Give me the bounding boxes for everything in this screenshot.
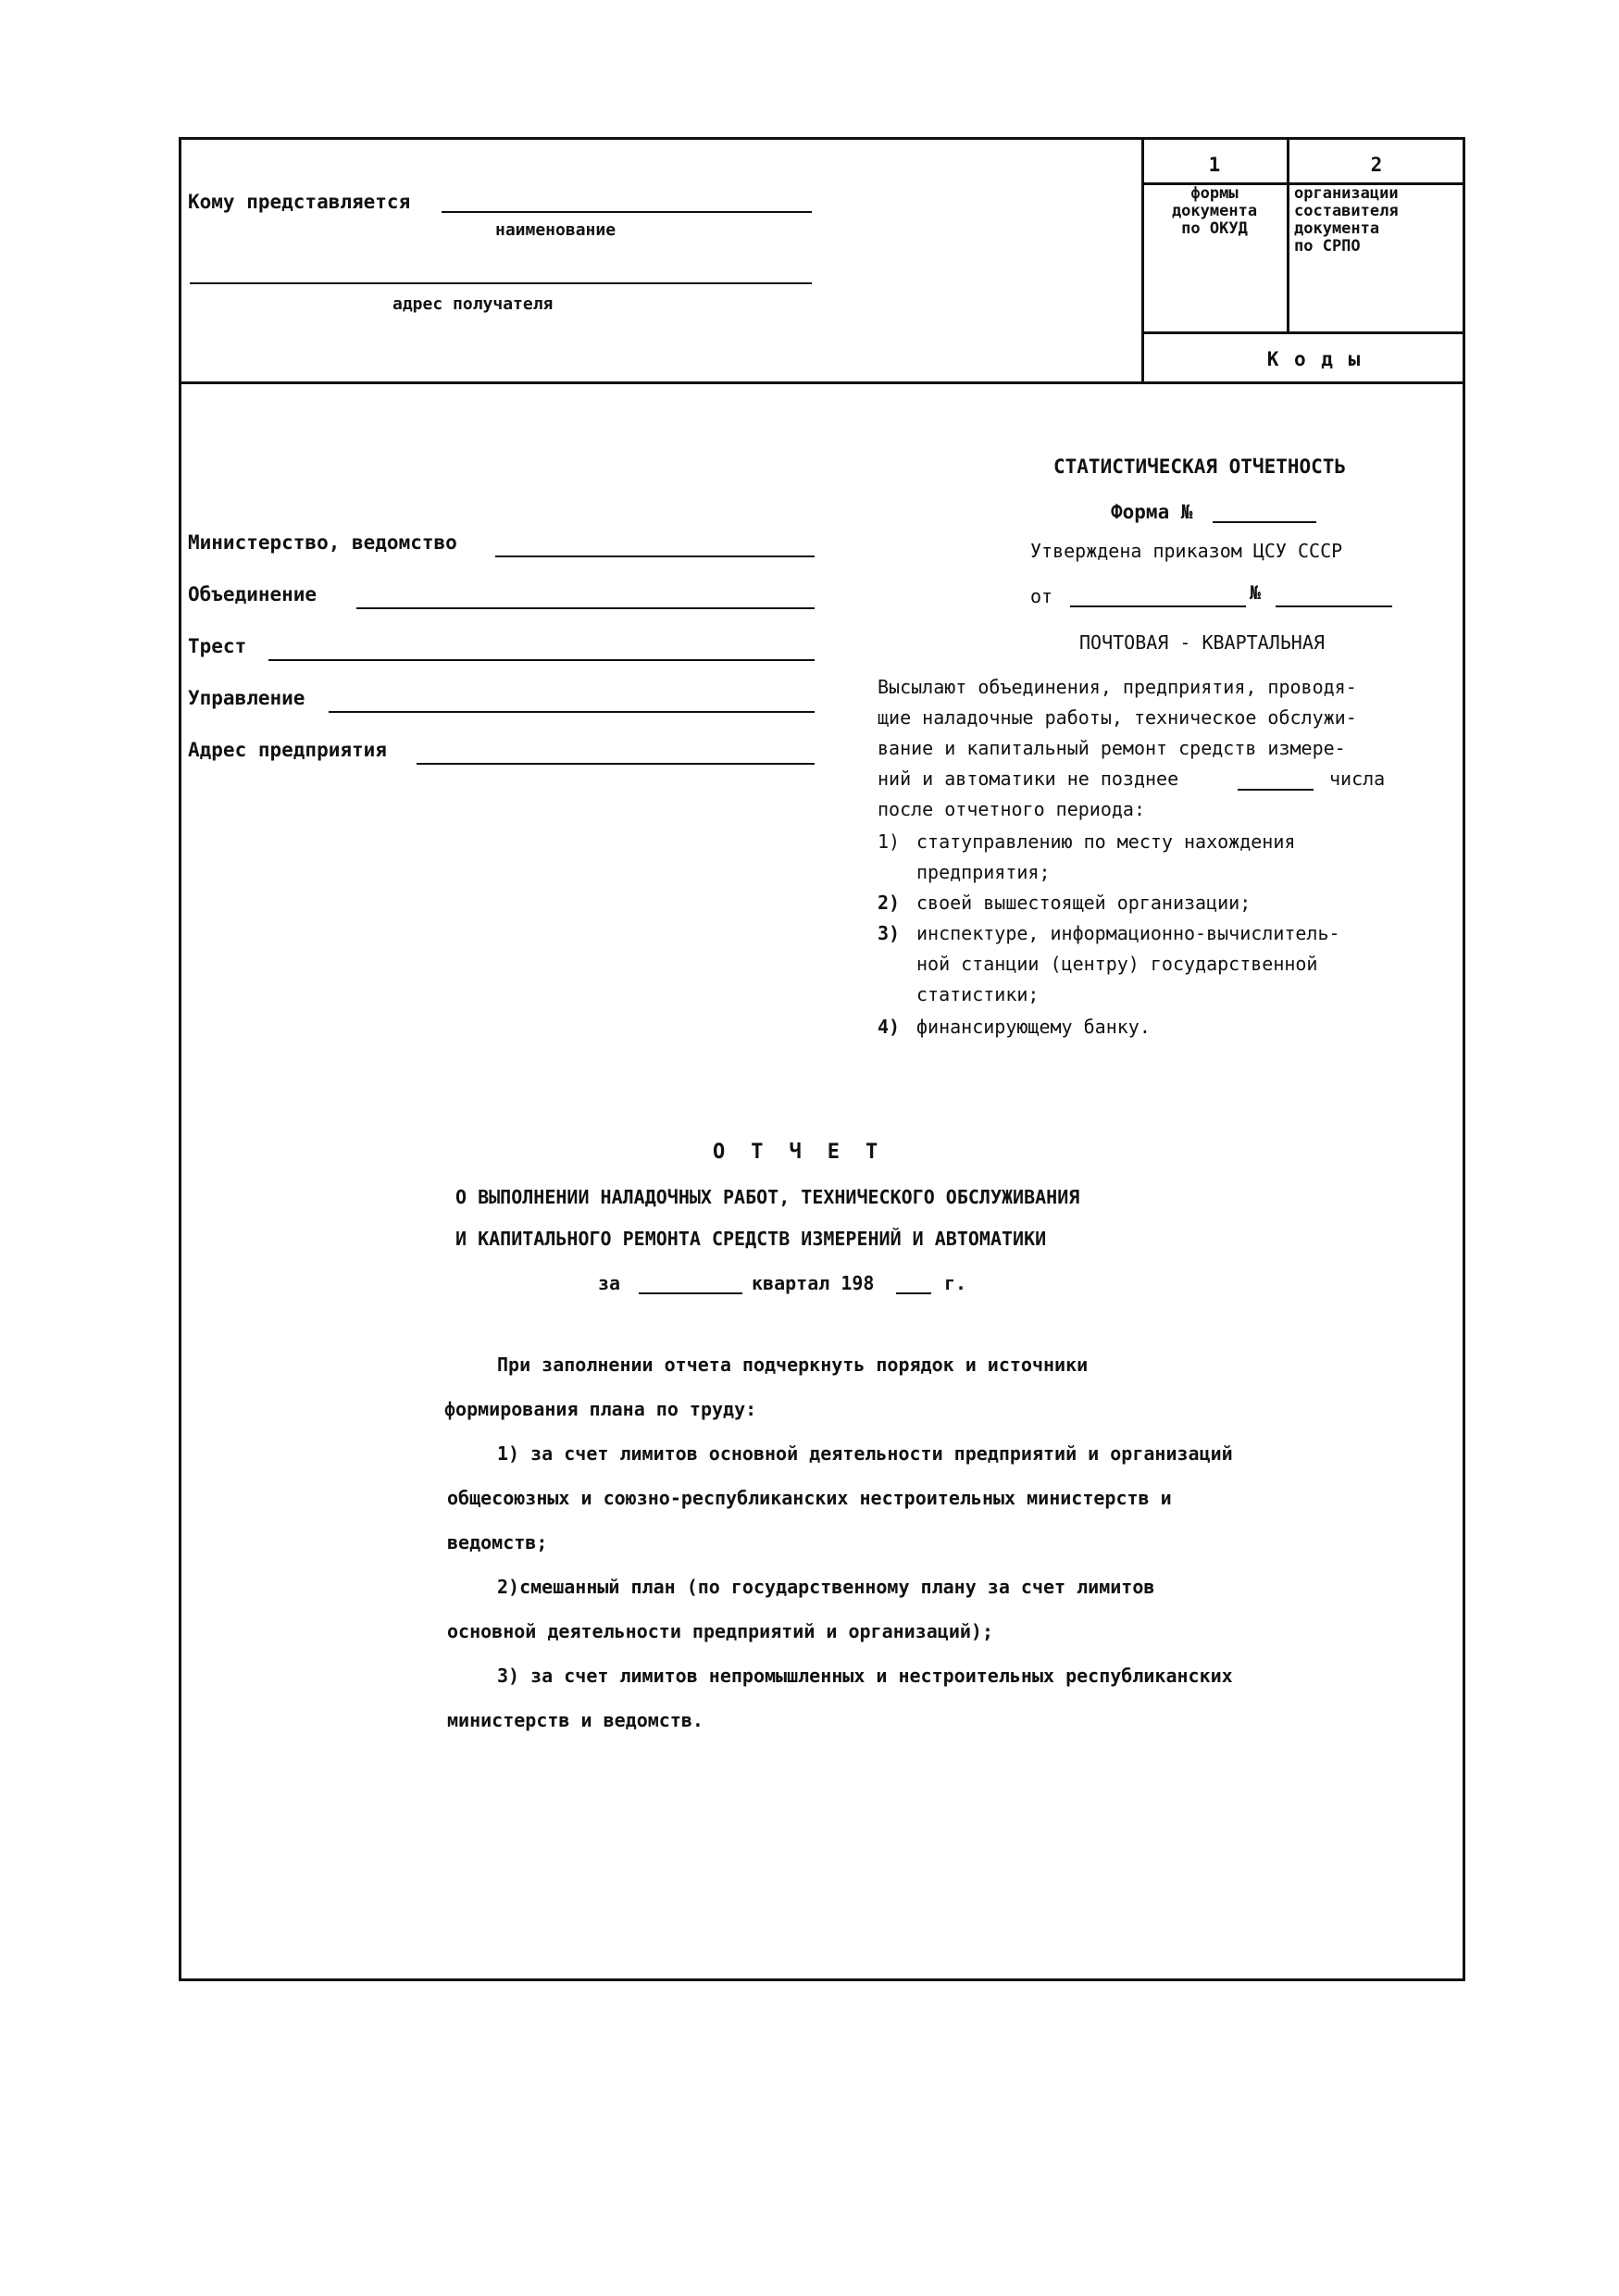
- code-col2-line: составителя: [1294, 202, 1399, 220]
- report-title: ОТЧЕТ: [713, 1141, 904, 1164]
- recipient-num: 2): [878, 892, 901, 914]
- enterprise-address-label: Адрес предприятия: [188, 739, 387, 761]
- number-sign: №: [1250, 581, 1262, 604]
- code-col1-line: по ОКУД: [1181, 219, 1248, 238]
- period-prefix: за: [598, 1272, 621, 1294]
- from-date-field[interactable]: [1070, 605, 1246, 607]
- code-col2-number: 2: [1370, 154, 1383, 176]
- code-col2-line: по СРПО: [1294, 237, 1361, 256]
- recipient-line: инспектуре, информационно-вычислитель-: [916, 922, 1340, 944]
- header-divider: [179, 381, 1465, 384]
- code-col2-text: [1294, 185, 1461, 256]
- deadline-day-field[interactable]: [1238, 789, 1314, 791]
- intro-tail: числа: [1329, 767, 1386, 790]
- recipient-line: ной станции (центру) государственной: [916, 953, 1318, 975]
- code-col2-line: документа: [1294, 219, 1380, 238]
- approved-text: Утверждена приказом ЦСУ СССР: [1030, 540, 1343, 562]
- year-field[interactable]: [896, 1292, 931, 1294]
- form-number-field[interactable]: [1213, 521, 1316, 523]
- recipient-num: 3): [878, 922, 901, 944]
- recipient-caption: наименование: [495, 220, 616, 240]
- intro-line: после отчетного периода:: [878, 798, 1145, 820]
- from-label: от: [1030, 585, 1053, 607]
- codes-box-row2: [1141, 331, 1465, 334]
- recipient-line: своей вышестоящей организации;: [916, 892, 1252, 914]
- instruction-line: ведомств;: [447, 1531, 548, 1554]
- recipient-label: Кому представляется: [188, 191, 411, 213]
- association-label: Объединение: [188, 583, 318, 605]
- stat-heading: СТАТИСТИЧЕСКАЯ ОТЧЕТНОСТЬ: [1053, 455, 1347, 478]
- recipient-num: 1): [878, 830, 901, 853]
- management-label: Управление: [188, 687, 305, 709]
- recipient-name-field[interactable]: [442, 211, 812, 213]
- report-subtitle-1: О ВЫПОЛНЕНИИ НАЛАДОЧНЫХ РАБОТ, ТЕХНИЧЕСКОГО ОБСЛУЖИВАНИЯ: [455, 1186, 1080, 1208]
- enterprise-address-field[interactable]: [417, 763, 815, 765]
- intro-line: ний и автоматики не позднее: [878, 767, 1179, 790]
- address-caption: адрес получателя: [392, 294, 554, 314]
- instruction-line: министерств и ведомств.: [447, 1709, 704, 1731]
- code-col1-line: формы: [1190, 184, 1239, 203]
- period-mid: квартал 198: [752, 1272, 875, 1294]
- code-col1-text: [1144, 185, 1285, 238]
- recipient-line: статистики;: [916, 983, 1040, 1005]
- trust-label: Трест: [188, 635, 247, 657]
- instruction-line: основной деятельности предприятий и организаций);: [447, 1620, 994, 1642]
- code-col1-line: документа: [1171, 202, 1258, 220]
- recipient-line: финансирующему банку.: [916, 1016, 1151, 1038]
- instruction-line: 3) за счет лимитов непромышленных и нестроительных республиканских: [497, 1665, 1233, 1687]
- trust-field[interactable]: [268, 659, 815, 661]
- instruction-line: При заполнении отчета подчеркнуть порядок и источники: [497, 1354, 1089, 1376]
- recipient-line: предприятия;: [916, 861, 1051, 883]
- management-field[interactable]: [329, 711, 815, 713]
- periodicity: ПОЧТОВАЯ - КВАРТАЛЬНАЯ: [1079, 631, 1325, 654]
- code-col1-number: 1: [1208, 154, 1221, 176]
- form-number-label: Форма №: [1111, 501, 1193, 523]
- instruction-line: формирования плана по труду:: [444, 1398, 757, 1420]
- period-suffix: г.: [944, 1272, 967, 1294]
- recipient-address-field[interactable]: [190, 282, 812, 284]
- recipient-line: статуправлению по месту нахождения: [916, 830, 1296, 853]
- instruction-line: 1) за счет лимитов основной деятельности предприятий и организаций: [497, 1442, 1233, 1465]
- instruction-line: общесоюзных и союзно-республиканских нестроительных министерств и: [447, 1487, 1172, 1509]
- ministry-label: Министерство, ведомство: [188, 531, 457, 554]
- intro-line: Высылают объединения, предприятия, проводя-: [878, 676, 1357, 698]
- report-subtitle-2: И КАПИТАЛЬНОГО РЕМОНТА СРЕДСТВ ИЗМЕРЕНИЙ И АВТОМАТИКИ: [455, 1228, 1047, 1250]
- order-number-field[interactable]: [1276, 605, 1392, 607]
- instruction-line: 2)смешанный план (по государственному плану за счет лимитов: [497, 1576, 1155, 1598]
- code-col2-line: организации: [1294, 184, 1399, 203]
- intro-line: щие наладочные работы, техническое обслужи-: [878, 706, 1357, 729]
- association-field[interactable]: [356, 607, 815, 609]
- ministry-field[interactable]: [495, 555, 815, 557]
- quarter-field[interactable]: [639, 1292, 742, 1294]
- codes-label: К о д ы: [1266, 348, 1363, 370]
- form-frame: [179, 137, 1465, 1981]
- intro-line: вание и капитальный ремонт средств измере-: [878, 737, 1346, 759]
- recipient-num: 4): [878, 1016, 901, 1038]
